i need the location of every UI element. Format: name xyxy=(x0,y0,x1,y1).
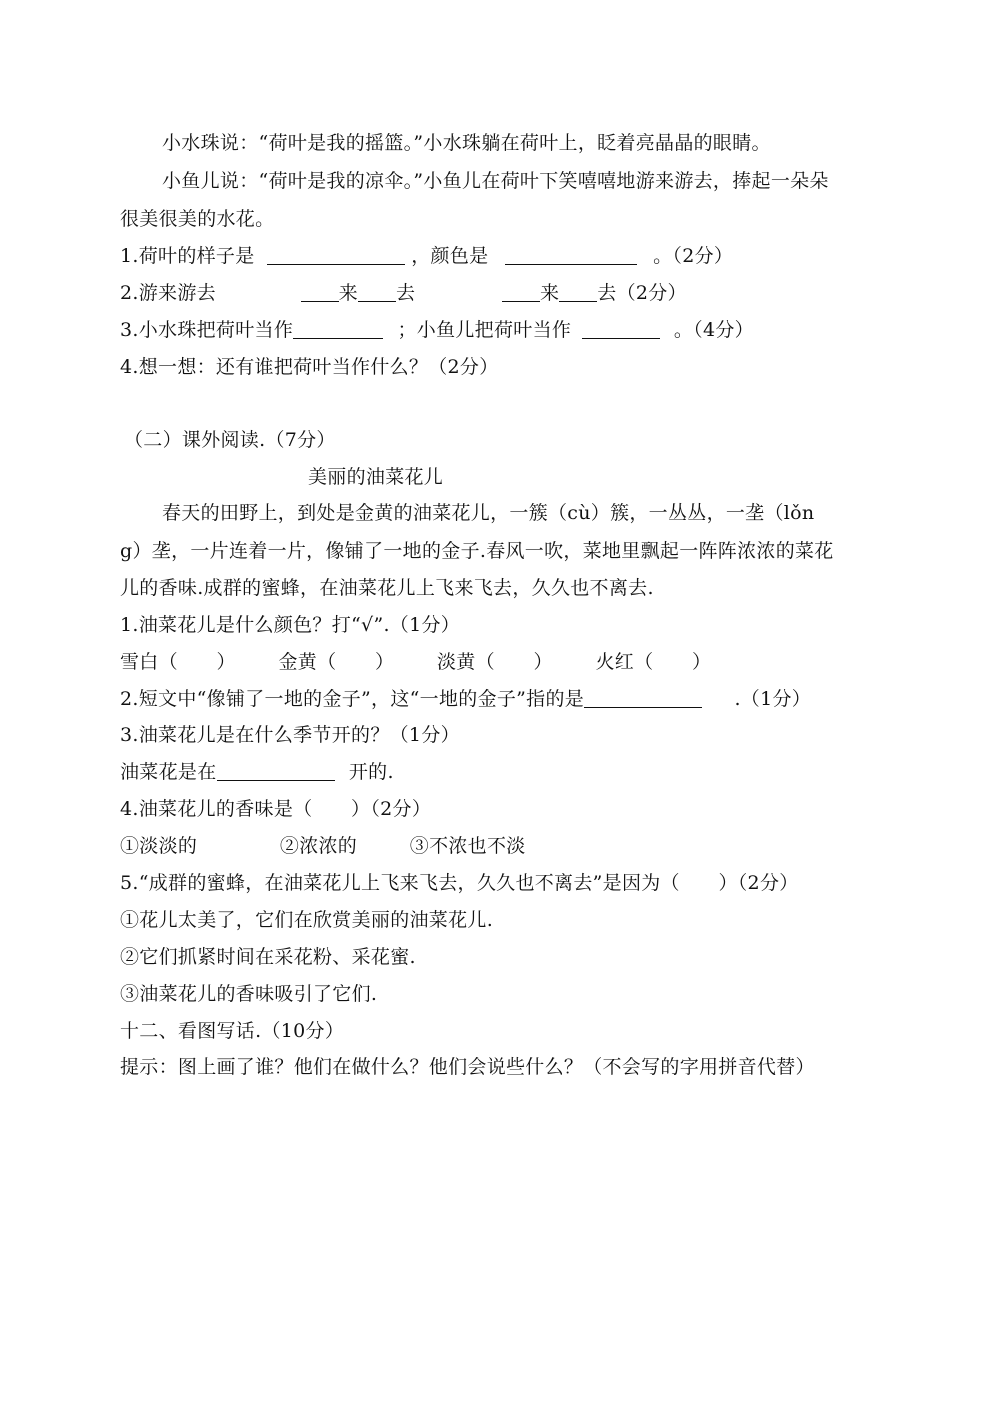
q4-option-1[interactable]: ①淡淡的 xyxy=(120,835,198,857)
question3-text-a: 3.小水珠把荷叶当作 xyxy=(120,319,294,341)
section2-heading: （二）课外阅读.（7分） xyxy=(124,429,336,451)
section2-question2-score: .（1分） xyxy=(734,688,812,710)
passage1-paragraph2-line2: 很美很美的水花。 xyxy=(120,208,275,230)
question2-blank-4[interactable] xyxy=(559,281,597,302)
section2-question4: 4.油菜花儿的香味是（ ）（2分） xyxy=(120,798,432,820)
option-danhuang[interactable]: 淡黄（ ） xyxy=(437,651,553,673)
q4-option-3[interactable]: ③不浓也不淡 xyxy=(409,835,526,857)
section2-paragraph-line1: 春天的田野上，到处是金黄的油菜花儿，一簇（cù）簇，一丛丛，一垄（lǒn xyxy=(162,502,815,524)
question3-text-b: ；小鱼儿把荷叶当作 xyxy=(397,319,572,341)
question3 xyxy=(120,317,754,343)
question1-blank-shape[interactable] xyxy=(267,244,405,265)
section2-paragraph-line2: g）垄，一片连着一片，像铺了一地的金子.春风一吹，菜地里飘起一阵阵浓浓的菜花 xyxy=(120,540,834,562)
section2-question3-fill-a: 油菜花是在 xyxy=(120,761,217,783)
passage1-paragraph2-line1: 小鱼儿说：“荷叶是我的凉伞。”小鱼儿在荷叶下笑嘻嘻地游来游去，捧起一朵朵 xyxy=(162,170,829,192)
question1-text-a: 1.荷叶的样子是 xyxy=(120,245,255,267)
section12-hint: 提示：图上画了谁？他们在做什么？他们会说些什么？（不会写的字用拼音代替） xyxy=(120,1056,815,1078)
section2-question2-blank[interactable] xyxy=(584,687,702,708)
passage1-paragraph1: 小水珠说：“荷叶是我的摇篮。”小水珠躺在荷叶上，眨着亮晶晶的眼睛。 xyxy=(162,132,771,154)
question1-blank-color[interactable] xyxy=(505,244,637,265)
q5-option-2[interactable]: ②它们抓紧时间在采花粉、采花蜜. xyxy=(120,946,416,968)
section2-question3-fill xyxy=(120,759,394,785)
q5-option-1[interactable]: ①花儿太美了，它们在欣赏美丽的油菜花儿. xyxy=(120,909,494,931)
section2-question3-blank[interactable] xyxy=(217,760,335,781)
q5-option-3[interactable]: ③油菜花儿的香味吸引了它们. xyxy=(120,983,378,1005)
section2-question4-options xyxy=(120,833,526,859)
question2-score: （2分） xyxy=(616,282,687,304)
section2-question3: 3.油菜花儿是在什么季节开的？（1分） xyxy=(120,724,460,746)
question3-blank-1[interactable] xyxy=(293,318,383,339)
section12-heading: 十二、看图写话.（10分） xyxy=(120,1020,345,1042)
question2-blank-1[interactable] xyxy=(301,281,339,302)
option-huohong[interactable]: 火红（ ） xyxy=(595,651,712,673)
question1-text-c: 。（2分） xyxy=(653,245,734,267)
section2-question1-options xyxy=(120,649,711,675)
section2-title: 美丽的油菜花儿 xyxy=(308,466,444,488)
section2-paragraph-line3: 儿的香味.成群的蜜蜂，在油菜花儿上飞来飞去，久久也不离去. xyxy=(120,577,654,599)
question3-blank-2[interactable] xyxy=(582,318,660,339)
section2-question3-fill-b: 开的. xyxy=(348,761,394,783)
section2-question5: 5.“成群的蜜蜂，在油菜花儿上飞来飞去，久久也不离去”是因为（ ）（2分） xyxy=(120,872,799,894)
option-jinhuang[interactable]: 金黄（ ） xyxy=(278,651,395,673)
section2-question1: 1.油菜花儿是什么颜色？打“√”.（1分） xyxy=(120,614,461,636)
question2-text: 2.游来游去 xyxy=(120,282,216,304)
question2-blank-3[interactable] xyxy=(502,281,540,302)
question1-text-b: ，颜色是 xyxy=(411,245,489,267)
option-xuebai[interactable]: 雪白（ ） xyxy=(120,651,236,673)
q4-option-2[interactable]: ②浓浓的 xyxy=(279,835,358,857)
question2-lai-2: 来 xyxy=(539,282,560,304)
question2-qu-2: 去 xyxy=(597,282,617,304)
question3-text-c: 。（4分） xyxy=(673,319,754,341)
section2-question2 xyxy=(120,686,811,712)
question2-blank-2[interactable] xyxy=(358,281,396,302)
question2 xyxy=(120,280,687,306)
question4: 4.想一想：还有谁把荷叶当作什么？（2分） xyxy=(120,356,499,378)
question2-qu-1: 去 xyxy=(395,282,416,304)
question1 xyxy=(120,243,733,269)
question2-lai-1: 来 xyxy=(338,282,358,304)
section2-question2-text: 2.短文中“像铺了一地的金子”，这“一地的金子”指的是 xyxy=(120,688,585,710)
